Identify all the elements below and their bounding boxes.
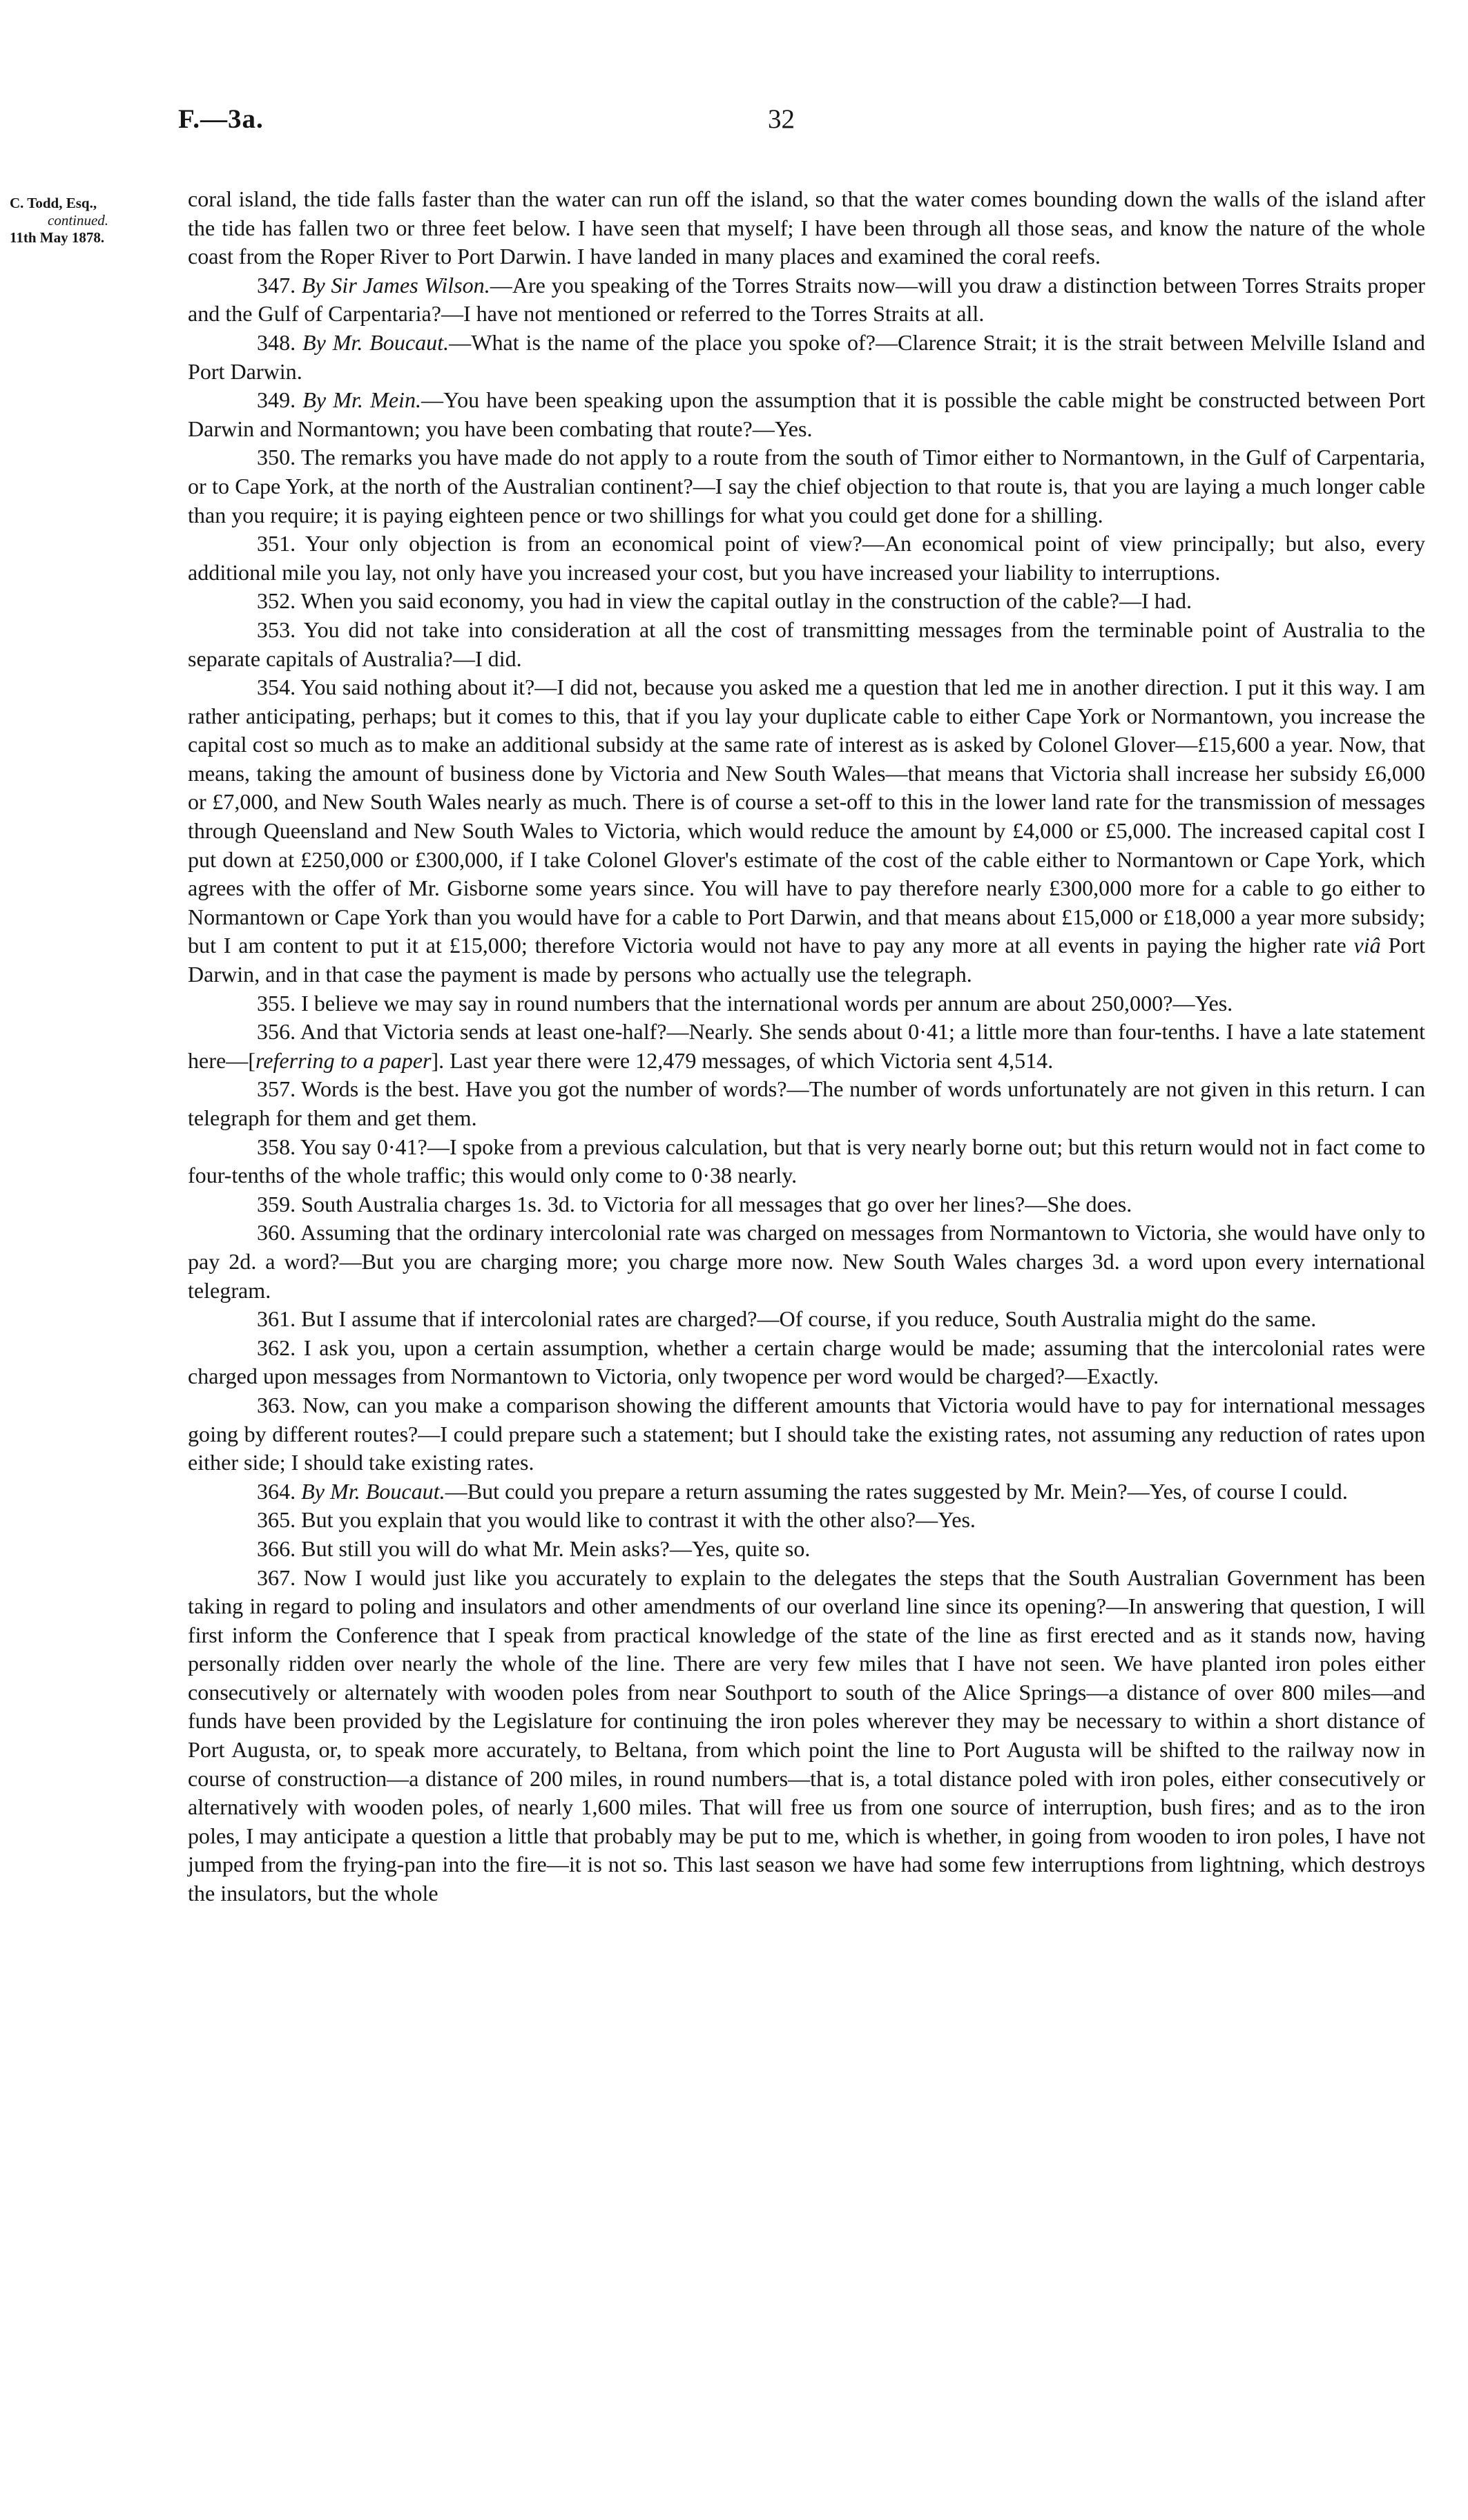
question-number: 363. <box>257 1392 296 1417</box>
question-349 <box>188 386 1425 443</box>
question-354 <box>188 673 1425 989</box>
question-362 <box>188 1334 1425 1391</box>
question-number: 361. <box>257 1306 296 1332</box>
question-text: But I assume that if intercolonial rates are charged?—Of course, if you reduce, South Australia might do the same. <box>301 1306 1317 1332</box>
speaker: By Mr. Boucaut. <box>301 1478 445 1504</box>
question-350 <box>188 443 1425 530</box>
question-number: 355. <box>257 990 296 1016</box>
question-353 <box>188 616 1425 673</box>
via-word: viâ <box>1353 933 1381 958</box>
question-number: 364. <box>257 1478 296 1504</box>
question-367 <box>188 1564 1425 1908</box>
question-358 <box>188 1133 1425 1190</box>
question-361 <box>188 1305 1425 1334</box>
question-number: 357. <box>257 1076 296 1102</box>
speaker: By Sir James Wilson. <box>301 272 490 298</box>
question-text: Words is the best. Have you got the number of words?—The number of words unfortunately are not given in this return. I can telegraph for them and get them. <box>188 1076 1425 1130</box>
question-number: 350. <box>257 445 296 470</box>
question-text: But you explain that you would like to contrast it with the other also?—Yes. <box>301 1507 976 1533</box>
question-366 <box>188 1535 1425 1564</box>
question-363 <box>188 1391 1425 1477</box>
question-text: —What is the name of the place you spoke of?—Clarence Strait; it is the strait between Melville Island and Port Darwin. <box>188 329 1425 384</box>
question-347 <box>188 271 1425 329</box>
question-number: 362. <box>257 1335 296 1360</box>
speaker: By Mr. Boucaut. <box>302 329 450 355</box>
question-number: 367. <box>257 1564 296 1590</box>
margin-note <box>10 195 182 246</box>
document-reference: F.—3a. <box>178 104 264 134</box>
question-352 <box>188 587 1425 616</box>
question-351 <box>188 530 1425 587</box>
question-357 <box>188 1075 1425 1132</box>
question-number: 356. <box>257 1019 296 1045</box>
margin-witness: C. Todd, Esq., <box>10 195 97 211</box>
question-number: 354. <box>257 675 296 700</box>
margin-continued: continued. <box>48 212 109 229</box>
question-text: And that Victoria sends at least one-half?—Nearly. She sends about 0·41; a little more than four-tenths. I have a late statement here—[ <box>188 1019 1426 1073</box>
question-359 <box>188 1190 1425 1219</box>
question-text: I believe we may say in round numbers that the international words per annum are about 250,000?—Yes. <box>301 990 1233 1016</box>
stage-direction: referring to a paper <box>255 1047 432 1073</box>
question-number: 351. <box>257 531 296 556</box>
question-number: 348. <box>257 329 296 355</box>
question-356 <box>188 1018 1425 1075</box>
question-355 <box>188 989 1425 1018</box>
question-number: 360. <box>257 1220 296 1246</box>
question-text: You said nothing about it?—I did not, because you asked me a question that led me in another direction. I put it this way. I am rather anticipating, perhaps; but it comes to this, that if you lay your duplicate cable to either Cape York or Normantown, you increase the capital cost so much as to make an additional subsidy at the same rate of interest as is asked by Colonel Glover—£15,600 a year. Now, that means, taking the amount of business done by Victoria and New South Wales—that means that Victoria shall increase her subsidy £6,000 or £7,000, and New South Wales nearly as much. There is of course a set-off to this in the lower land rate for the transmission of messages through Queensland and New South Wales to Victoria, which would reduce the amount by £4,000 or £5,000. The increased capital cost I put down at £250,000 or £300,000, if I take Colonel Glover's estimate of the cost of the cable either to Normantown or Cape York, which agrees with the offer of Mr. Gisborne some years since. You will have to pay therefore nearly £300,000 more for a cable to go either to Normantown or Cape York than you would have for a cable to Port Darwin, and that means about £15,000 or £18,000 a year more subsidy; but I am content to put it at £15,000; therefore Victoria would not have to pay any more at all events in paying the higher rate <box>188 675 1425 958</box>
question-text-continued: Port Darwin, and in that case the payment is made by persons who actually use the telegraph. <box>188 933 1425 987</box>
question-text: But still you will do what Mr. Mein asks?—Yes, quite so. <box>301 1535 811 1561</box>
question-text: South Australia charges 1s. 3d. to Victoria for all messages that go over her lines?—She does. <box>301 1191 1132 1217</box>
page-header <box>0 104 1468 152</box>
question-number: 347. <box>257 272 296 298</box>
question-360 <box>188 1219 1425 1305</box>
margin-date: 11th May 1878. <box>10 229 105 246</box>
question-number: 353. <box>257 617 296 642</box>
question-text: Your only objection is from an economical point of view?—An economical point of view principally; but also, every additional mile you lay, not only have you increased your cost, but you have increased your liability to interruptions. <box>188 531 1425 585</box>
question-text: The remarks you have made do not apply to a route from the south of Timor either to Normantown, in the Gulf of Carpentaria, or to Cape York, at the north of the Australian continent?—I say the chief objection to that route is, that you are laying a much longer cable than you require; it is paying eighteen pence or two shillings for what you could get done for a shilling. <box>188 445 1425 527</box>
question-number: 352. <box>257 588 296 614</box>
question-text: Now, can you make a comparison showing the different amounts that Victoria would have to pay for international messages going by different routes?—I could prepare such a statement; but I should take the existing rates, not assuming any reduction of rates upon either side; I should take existing rates. <box>188 1392 1425 1475</box>
question-364 <box>188 1477 1425 1506</box>
question-number: 366. <box>257 1535 296 1561</box>
question-number: 359. <box>257 1191 296 1217</box>
question-text: You did not take into consideration at all the cost of transmitting messages from the terminable point of Australia to the separate capitals of Australia?—I did. <box>188 617 1425 671</box>
question-365 <box>188 1506 1425 1535</box>
question-text-continued: ]. Last year there were 12,479 messages, of which Victoria sent 4,514. <box>431 1047 1054 1073</box>
page-number: 32 <box>768 104 795 134</box>
question-text: —You have been speaking upon the assumption that it is possible the cable might be constructed between Port Darwin and Normantown; you have been combating that route?—Yes. <box>188 387 1425 441</box>
question-number: 365. <box>257 1507 296 1533</box>
speaker: By Mr. Mein. <box>302 387 422 413</box>
question-text: Assuming that the ordinary intercolonial rate was charged on messages from Normantown to Victoria, she would have only to pay 2d. a word?—But you are charging more; you charge more now. New South Wales charges 3d. a word upon every international telegram. <box>188 1220 1425 1303</box>
question-text: Now I would just like you accurately to explain to the delegates the steps that the South Australian Government has been taking in regard to poling and insulators and other amendments of our overland line since its opening?—In answering that question, I will first inform the Conference that I speak from practical knowledge of the state of the line as first erected and as it stands now, having personally ridden over nearly the whole of the line. There are very few miles that I have not seen. We have planted iron poles either consecutively or alternately with wooden poles from near Southport to south of the Alice Springs—a distance of over 800 miles—and funds have been provided by the Legislature for continuing the iron poles wherever they may be necessary to within a short distance of Port Augusta, or, to speak more accurately, to Beltana, from which point the line to Port Augusta will be shifted to the railway now in course of construction—a distance of 200 miles, in round numbers—that is, a total distance poled with iron poles, either consecutively or alternatively with wooden poles, of nearly 1,600 miles. That will free us from one source of interruption, bush fires; and as to the iron poles, I may anticipate a question a little that probably may be put to me, which is whether, in going from wooden to iron poles, I have not jumped from the frying-pan into the fire—it is not so. This last season we have had some few interruptions from lightning, which destroys the insulators, but the whole <box>188 1564 1425 1906</box>
question-text: —But could you prepare a return assuming the rates suggested by Mr. Mein?—Yes, of course I could. <box>445 1478 1348 1504</box>
question-number: 358. <box>257 1134 296 1159</box>
opening-paragraph: coral island, the tide falls faster than the water can run off the island, so that the water comes bounding down the walls of the island after the tide has fallen two or three feet below. I have seen that myself; I have been through all those seas, and know the nature of the whole coast from the Roper River to Port Darwin. I have landed in many places and examined the coral reefs. <box>188 186 1425 269</box>
question-text: —Are you speaking of the Torres Straits now—will you draw a distinction between Torres Straits proper and the Gulf of Carpentaria?—I have not mentioned or referred to the Torres Straits at all. <box>188 272 1425 327</box>
question-number: 349. <box>257 387 296 413</box>
evidence-text <box>188 185 1425 1908</box>
question-348 <box>188 329 1425 386</box>
question-text: You say 0·41?—I spoke from a previous calculation, but that is very nearly borne out; but this return would not in fact come to four-tenths of the whole traffic; this would only come to 0·38 nearly. <box>188 1134 1425 1188</box>
question-text: I ask you, upon a certain assumption, whether a certain charge would be made; assuming that the intercolonial rates were charged upon messages from Normantown to Victoria, only twopence per word would be charged?—Exactly. <box>188 1335 1425 1389</box>
question-text: When you said economy, you had in view the capital outlay in the construction of the cable?—I had. <box>300 588 1192 614</box>
